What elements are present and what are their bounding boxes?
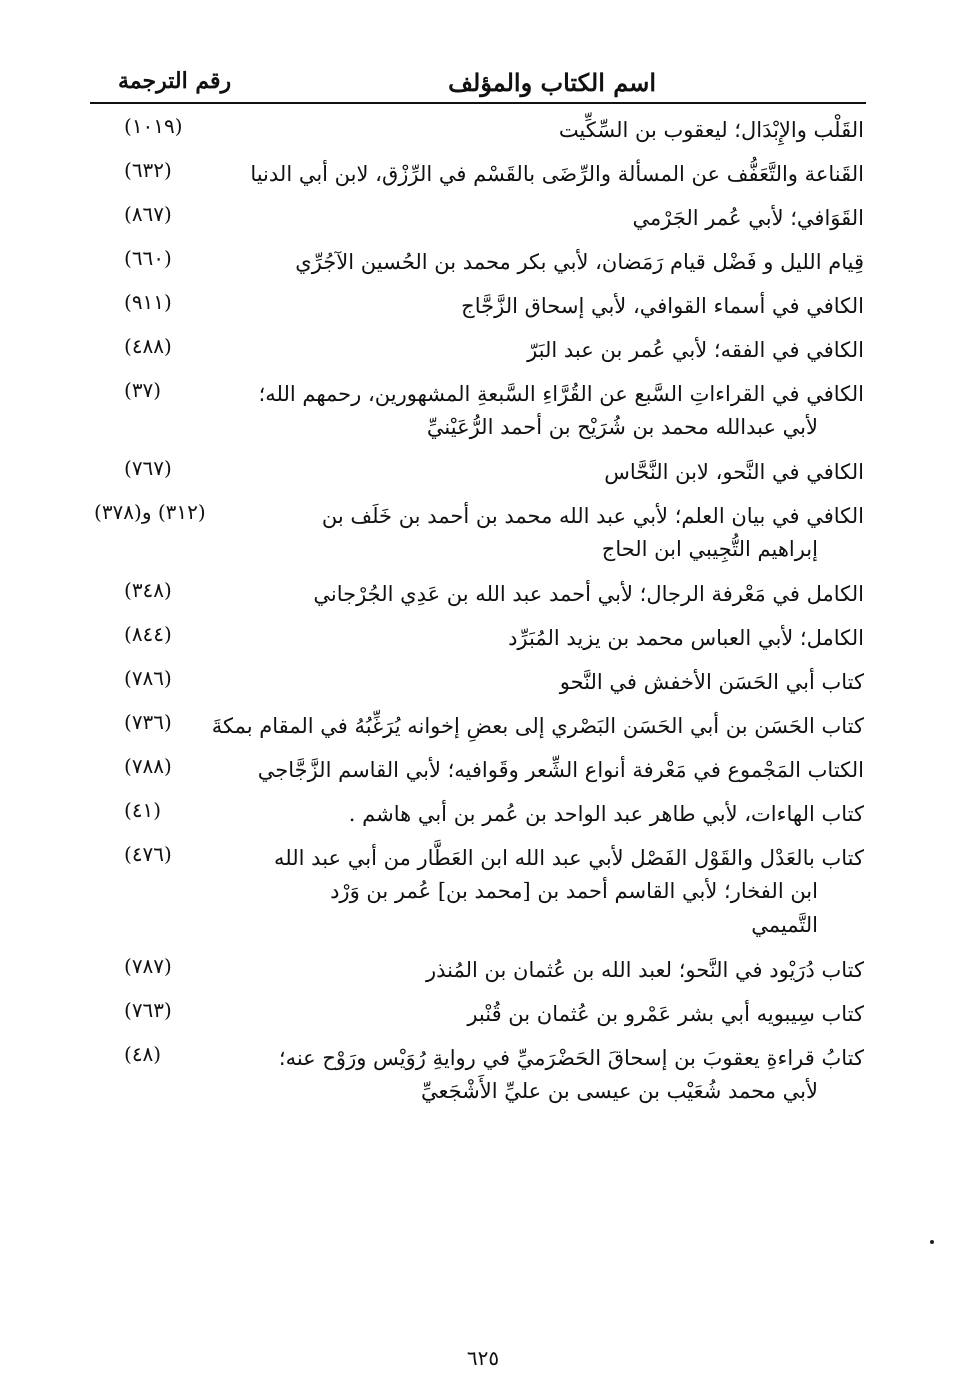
- list-item: [94, 754, 864, 786]
- list-item: [94, 114, 864, 146]
- list-item: [94, 710, 864, 742]
- list-item: [94, 378, 864, 444]
- entry-title: كتاب الهاءات، لأبي طاهر عبد الواحد بن عُمر بن أبي هاشم .: [348, 802, 864, 826]
- entry-number: (٧٦٣): [124, 998, 172, 1022]
- column-title-entry-number: رقم الترجمة: [118, 68, 232, 94]
- entry-title: الكافي في أسماء القوافي، لأبي إسحاق الزَّجَّاج: [461, 294, 864, 318]
- list-item: [94, 798, 864, 830]
- entry-number: (١٠١٩): [124, 114, 183, 138]
- entry-continuation: التَّميمي: [751, 913, 818, 937]
- entry-number: (٨٦٧): [124, 202, 172, 226]
- list-item: [94, 158, 864, 190]
- entry-number: (٧٨٨): [124, 754, 172, 778]
- entry-title: كتابُ قراءةِ يعقوبَ بن إسحاقَ الحَضْرَميِّ في روايةِ رُوَيْس ورَوْح عنه؛: [278, 1046, 864, 1070]
- entry-title: قِيام الليل و فَضْل قيام رَمَضان، لأبي بكر محمد بن الحُسين الآجُرِّي: [295, 250, 864, 274]
- list-item: [94, 998, 864, 1030]
- list-item: [94, 456, 864, 488]
- entry-continuation: لأبي محمد شُعَيْب بن عيسى بن عليِّ الأَشْجَعيِّ: [420, 1079, 818, 1103]
- list-item: [94, 954, 864, 986]
- stray-mark: [930, 1240, 934, 1244]
- entry-title: كتاب سِيبويه أبي بشر عَمْرو بن عُثمان بن قُنْبر: [467, 1002, 864, 1026]
- entry-number: (٧٦٧): [124, 456, 172, 480]
- entry-title: كتاب بالعَدْل والقَوْل الفَصْل لأبي عبد الله ابن العَطَّار من أبي عبد الله: [274, 846, 864, 870]
- entry-title: كتاب دُرَيْود في النَّحو؛ لعبد الله بن عُثمان بن المُنذر: [425, 958, 864, 982]
- entry-number: (٨٤٤): [124, 622, 172, 646]
- entry-number: (٤٨): [124, 1042, 162, 1066]
- entry-title: الكافي في بيان العلم؛ لأبي عبد الله محمد بن أحمد بن خَلَف بن: [321, 504, 864, 528]
- list-item: [94, 842, 864, 942]
- table-header: [90, 68, 866, 104]
- list-item: [94, 246, 864, 278]
- column-title-book-author: اسم الكتاب والمؤلف: [448, 68, 656, 97]
- entry-title: كتاب الحَسَن بن أبي الحَسَن البَصْري إلى بعضِ إخوانه يُرَغِّبُهُ في المقام بمكةَ: [211, 714, 864, 738]
- entry-title: الكامل في مَعْرفة الرجال؛ لأبي أحمد عبد الله بن عَدِي الجُرْجاني: [313, 582, 864, 606]
- list-item: [94, 622, 864, 654]
- entry-number: (٩١١): [124, 290, 172, 314]
- list-item: [94, 202, 864, 234]
- entry-number: (٦٣٢): [124, 158, 172, 182]
- list-item: [94, 500, 864, 566]
- list-item: [94, 578, 864, 610]
- entry-number: (٤٧٦): [124, 842, 172, 866]
- entry-continuation: ابن الفخار؛ لأبي القاسم أحمد بن [محمد بن] عُمر بن وَرْد: [330, 879, 818, 903]
- page-number: ٦٢٥: [466, 1346, 500, 1370]
- list-item: [94, 290, 864, 322]
- entry-number: (٣١٢) و(٣٧٨): [94, 500, 206, 524]
- list-item: [94, 666, 864, 698]
- entries-list: [94, 114, 864, 1120]
- entry-title: الكامل؛ لأبي العباس محمد بن يزيد المُبَرِّد: [508, 626, 864, 650]
- entry-title: كتاب أبي الحَسَن الأخفش في النَّحو: [559, 670, 864, 694]
- entry-number: (٧٣٦): [124, 710, 172, 734]
- entry-title: الكافي في القراءاتِ السَّبع عن القُرَّاءِ السَّبعةِ المشهورين، رحمهم الله؛: [258, 382, 864, 406]
- entry-number: (٦٦٠): [124, 246, 172, 270]
- entry-title: الكافي في الفقه؛ لأبي عُمر بن عبد البَرّ: [527, 338, 864, 362]
- entry-title: القَلْب والإِبْدَال؛ ليعقوب بن السِّكِّيت: [558, 118, 864, 142]
- entry-title: القَوَافي؛ لأبي عُمر الجَرْمي: [632, 206, 864, 230]
- list-item: [94, 1042, 864, 1108]
- entry-title: الكافي في النَّحو، لابن النَّحَّاس: [604, 460, 864, 484]
- entry-number: (٣٧): [124, 378, 162, 402]
- entry-number: (٤١): [124, 798, 162, 822]
- entry-title: الكتاب المَجْموع في مَعْرفة أنواع الشِّعر وقَوافيه؛ لأبي القاسم الزَّجَّاجي: [257, 758, 864, 782]
- entry-continuation: إبراهيم التُّجِيبي ابن الحاج: [601, 537, 818, 561]
- entry-number: (٧٨٦): [124, 666, 172, 690]
- list-item: [94, 334, 864, 366]
- entry-continuation: لأبي عبدالله محمد بن شُرَيْح بن أحمد الرُّعَيْنيِّ: [426, 415, 818, 439]
- entry-number: (٤٨٨): [124, 334, 172, 358]
- entry-title: القَناعة والتَّعَفُّف عن المسألة والرِّضَى بالقَسْم في الرِّزْق، لابن أبي الدنيا: [250, 162, 864, 186]
- entry-number: (٣٤٨): [124, 578, 172, 602]
- entry-number: (٧٨٧): [124, 954, 172, 978]
